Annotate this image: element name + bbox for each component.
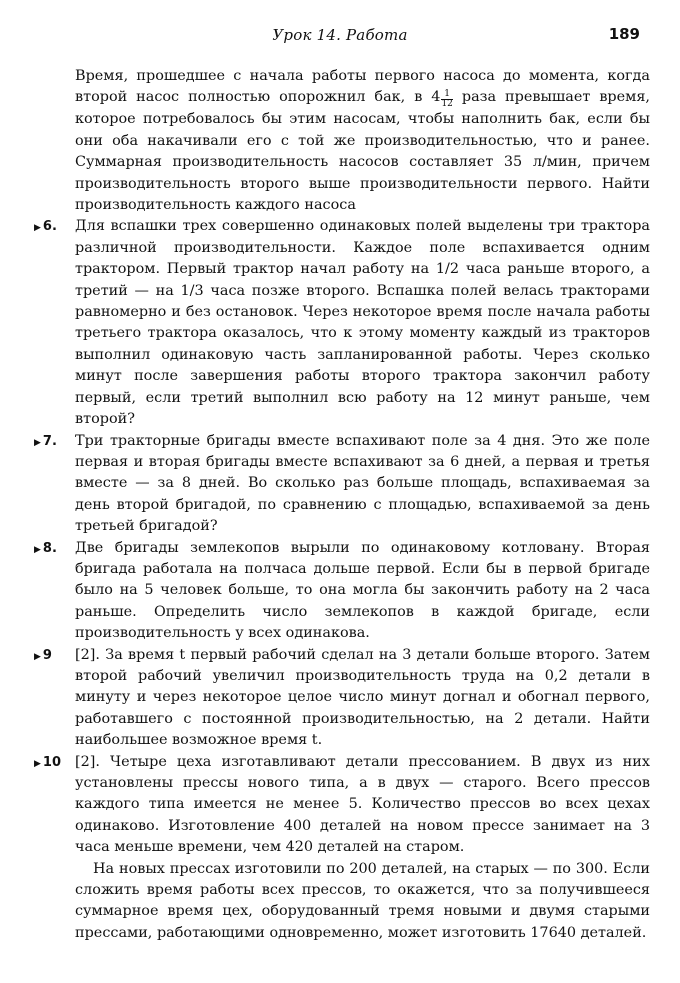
fraction-numerator: 1 (441, 90, 452, 100)
problem-10-continuation: На новых прессах изготовили по 200 деталей, на старых — по 300. Если сложить время работы всех прессов, то окажется, что за получившееся суммарное время цех, оборудованный тремя новыми и двумя старыми прессами, работающими одновременно, может изготовить 17640 деталей. (75, 860, 650, 941)
intro-text-start: Время, прошедшее с начала работы первого насоса до момента, когда второй насос полностью опорожнил бак, в 4 (75, 68, 650, 106)
problem-marker: ▶ 8. (34, 540, 57, 556)
arrow-icon: ▶ (34, 758, 41, 769)
problem-marker: ▶ 9 (34, 647, 52, 663)
problem-text: [2]. За время t первый рабочий сделал на 3 детали больше второго. Затем второй рабочий увеличил производительность труда на 0,2 детали в минуту и через некоторое целое число минут догнал и обогнал первого, работавшего с постоянной производительностью, на 2 детали. Найти наибольшее возможное время t. (75, 646, 650, 749)
arrow-icon: ▶ (34, 223, 41, 234)
fraction-denominator: 12 (441, 99, 453, 110)
problem-7 (34, 431, 650, 538)
problem-text: Две бригады землекопов вырыли по одинаковому котловану. Вторая бригада работала на полчаса дольше первой. Если бы в первой бригаде было на 5 человек больше, то она могла бы закончить работу на 2 часа раньше. Определить число землекопов в каждой бригаде, если производительность у всех одинакова. (75, 539, 650, 642)
intro-text-end: раза превышает время, которое потребовалось бы этим насосам, чтобы наполнить бак, если бы они оба накачивали его с той же производительностью, что и ранее. Суммарная производительность насосов составляет 35 л/мин, причем производительность второго выше производительности первого. Найти производительность каждого насоса (75, 89, 651, 214)
page-body (34, 66, 650, 944)
arrow-icon: ▶ (34, 437, 41, 448)
problem-text: Для вспашки трех совершенно одинаковых полей выделены три трактора различной производительности. Каждое поле вспахивается одним трактором. Первый трактор начал работу на 1/2 часа раньше второго, а третий — на 1/3 часа позже второго. Вспашка полей велась тракторами равномерно и без остановок. Через некоторое время после начала работы третьего трактора оказалось, что к этому моменту каждый из тракторов выполнил одинаковую часть запланированной работы. Через сколько минут после завершения работы второго трактора закончил работу первый, если третий выполнил всю работу на 12 минут раньше, чем второй? (75, 218, 650, 428)
problem-8 (34, 538, 650, 645)
running-header: Урок 14. Работа (272, 26, 408, 44)
problem-marker: ▶ 6. (34, 219, 57, 235)
intro-paragraph (34, 66, 650, 216)
arrow-icon: ▶ (34, 544, 41, 555)
problem-9 (34, 645, 650, 752)
problem-text: [2]. Четыре цеха изготавливают детали прессованием. В двух из них установлены прессы нового типа, а в двух — старого. Всего прессов каждого типа имеется не менее 5. Количество прессов во всех цехах одинаково. Изготовление 400 деталей на новом прессе занимает на 3 часа меньше времени, чем 420 деталей на старом. (75, 753, 650, 856)
page-number: 189 (608, 25, 640, 43)
problem-marker: ▶ 7. (34, 433, 57, 449)
arrow-icon: ▶ (34, 651, 41, 662)
problem-text: Три тракторные бригады вместе вспахивают поле за 4 дня. Это же поле первая и вторая бригады вместе вспахивают за 6 дней, а первая и третья вместе — за 8 дней. Во сколько раз больше площадь, вспахиваемая за день второй бригадой, по сравнению с площадью, вспахиваемой за день третьей бригадой? (75, 432, 650, 535)
problem-10 (34, 752, 650, 859)
problem-marker: ▶ 10 (34, 754, 62, 770)
problem-6 (34, 216, 650, 430)
fraction-1-12 (441, 90, 452, 109)
